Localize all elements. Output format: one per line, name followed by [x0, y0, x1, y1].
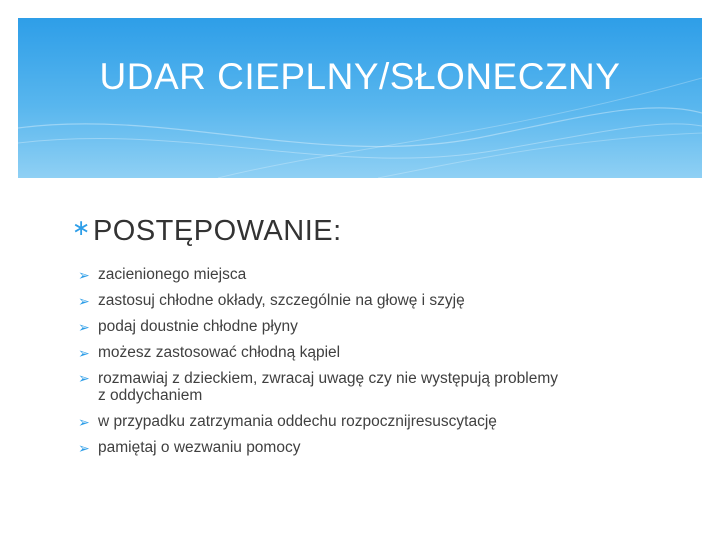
slide-title: UDAR CIEPLNY/SŁONECZNY	[99, 56, 621, 97]
list-item-text: pamiętaj o wezwaniu pomocy	[98, 439, 301, 456]
title-banner	[18, 18, 702, 178]
arrow-bullet-icon: ➢	[78, 414, 90, 430]
list-item	[78, 340, 678, 366]
banner-wave-decoration	[18, 18, 702, 178]
list-item	[78, 262, 678, 288]
arrow-bullet-icon: ➢	[78, 293, 90, 309]
arrow-bullet-icon: ➢	[78, 267, 90, 283]
arrow-bullet-icon: ➢	[78, 440, 90, 456]
section-heading-text: POSTĘPOWANIE:	[92, 215, 342, 247]
list-item-text: podaj doustnie chłodne płyny	[98, 318, 298, 335]
arrow-bullet-icon: ➢	[78, 319, 90, 335]
asterisk-bullet-icon: ∗	[72, 215, 91, 240]
list-item-text: rozmawiaj z dzieckiem, zwracaj uwagę czy nie występują problemy z oddychaniem	[98, 370, 559, 404]
list-item-text: zacienionego miejsca	[98, 266, 247, 283]
list-item	[78, 366, 568, 409]
arrow-bullet-icon: ➢	[78, 345, 90, 361]
list-item	[78, 409, 678, 435]
action-list	[78, 262, 678, 461]
list-item	[78, 314, 678, 340]
list-item-text: możesz zastosować chłodną kąpiel	[98, 344, 341, 361]
list-item	[78, 435, 678, 461]
list-item	[78, 288, 678, 314]
section-heading	[72, 215, 342, 248]
list-item-text: zastosuj chłodne okłady, szczególnie na głowę i szyję	[98, 292, 465, 309]
list-item-text: w przypadku zatrzymania oddechu rozpocznijresuscytację	[98, 413, 497, 430]
arrow-bullet-icon: ➢	[78, 370, 90, 386]
